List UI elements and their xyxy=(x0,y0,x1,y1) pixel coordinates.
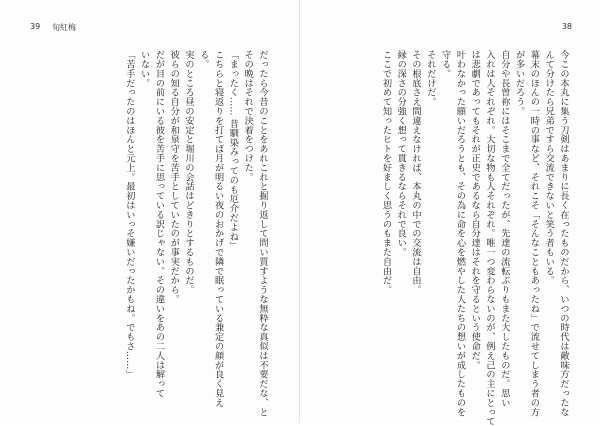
left-page xyxy=(0,0,300,423)
right_page-line: 幕末のほんの一時の事など、それこそ「そんなこともあったね」で流せてしまう者の方 xyxy=(528,50,540,417)
right_page-line: その根底さえ間違えなければ、本丸の中での交流は自由。 xyxy=(410,50,422,295)
right_page-line: が多いだろう。 xyxy=(513,50,525,116)
right_page-line: 自分や長曽祢にはそこまで全てだったが、先達の流転ぶりもまた大したものだ。思い xyxy=(498,50,510,408)
right_page-line: 今この本丸に集う刀剣はあまりに長く在ったものだから、いつの時代は敵味方だったな xyxy=(558,50,569,417)
left-page-body xyxy=(121,50,269,417)
right_page-line: んて分けたら兄弟ですら交流できないと笑う者もいる。 xyxy=(543,50,555,285)
left_page-line: 実のところ昼の安定と堀川の会話はどきりとするものだ。 xyxy=(183,50,195,295)
left_page-line: る。 xyxy=(197,50,209,69)
right-page-body xyxy=(378,50,570,426)
left-page-title: 旬紅梅 xyxy=(52,23,76,32)
right_page-line: 守る。 xyxy=(439,50,451,79)
left_page-line: だが目の前にいる彼を苦手に思っている訳じゃない。その違いをあの二人は解って xyxy=(153,50,165,398)
right_page-line: は悲劇であってもそれが正史であるなら自分達はそれを守るという使命だ。 xyxy=(469,50,481,370)
left_page-line: 彼らの知る自分が和泉守を苦手としていたのが事実だから。 xyxy=(168,50,180,304)
left-page-number: 39 xyxy=(30,22,41,31)
left_page-line: だったら今昔のことをあれこれと掘り返して問い質すような無粋な真似は不要だな、と xyxy=(257,50,268,417)
left_page-line: その晩はそれで決着をつけた。 xyxy=(242,50,254,182)
left_page-line: こちらと寝返りを打てば月が明るい夜のおかげで隣で眠っている兼定の顔が良く見え xyxy=(212,50,224,408)
right_page-line: 叶わなかった願いだろうとも、その為に命を心を燃やした人たちの想いが成したものを xyxy=(454,50,466,417)
right_page-line: 縁の深さの分強く想って貫きるならそれで良い。 xyxy=(395,50,407,257)
left_page-line: いない。 xyxy=(138,50,150,88)
right-page xyxy=(300,0,600,426)
right_page-line: それだけだ。 xyxy=(424,50,436,107)
left_page-line: 「まったく…… 昔馴染みってのも厄介だよね」 xyxy=(227,50,239,251)
right_page-line: 入れは人それぞれ。大切な物も人それぞれ。唯一つ変わらないのが、例え己の主にとって xyxy=(484,50,496,426)
right_page-line: ここで初めて知ったヒトを好ましく思うのもまた自由だ。 xyxy=(380,50,392,295)
left_page-line: 「苦手だったのはほんと元上。最初はいっそ嫌いだったかもね。でもさ……」 xyxy=(123,50,135,379)
right-page-number: 38 xyxy=(561,22,572,31)
